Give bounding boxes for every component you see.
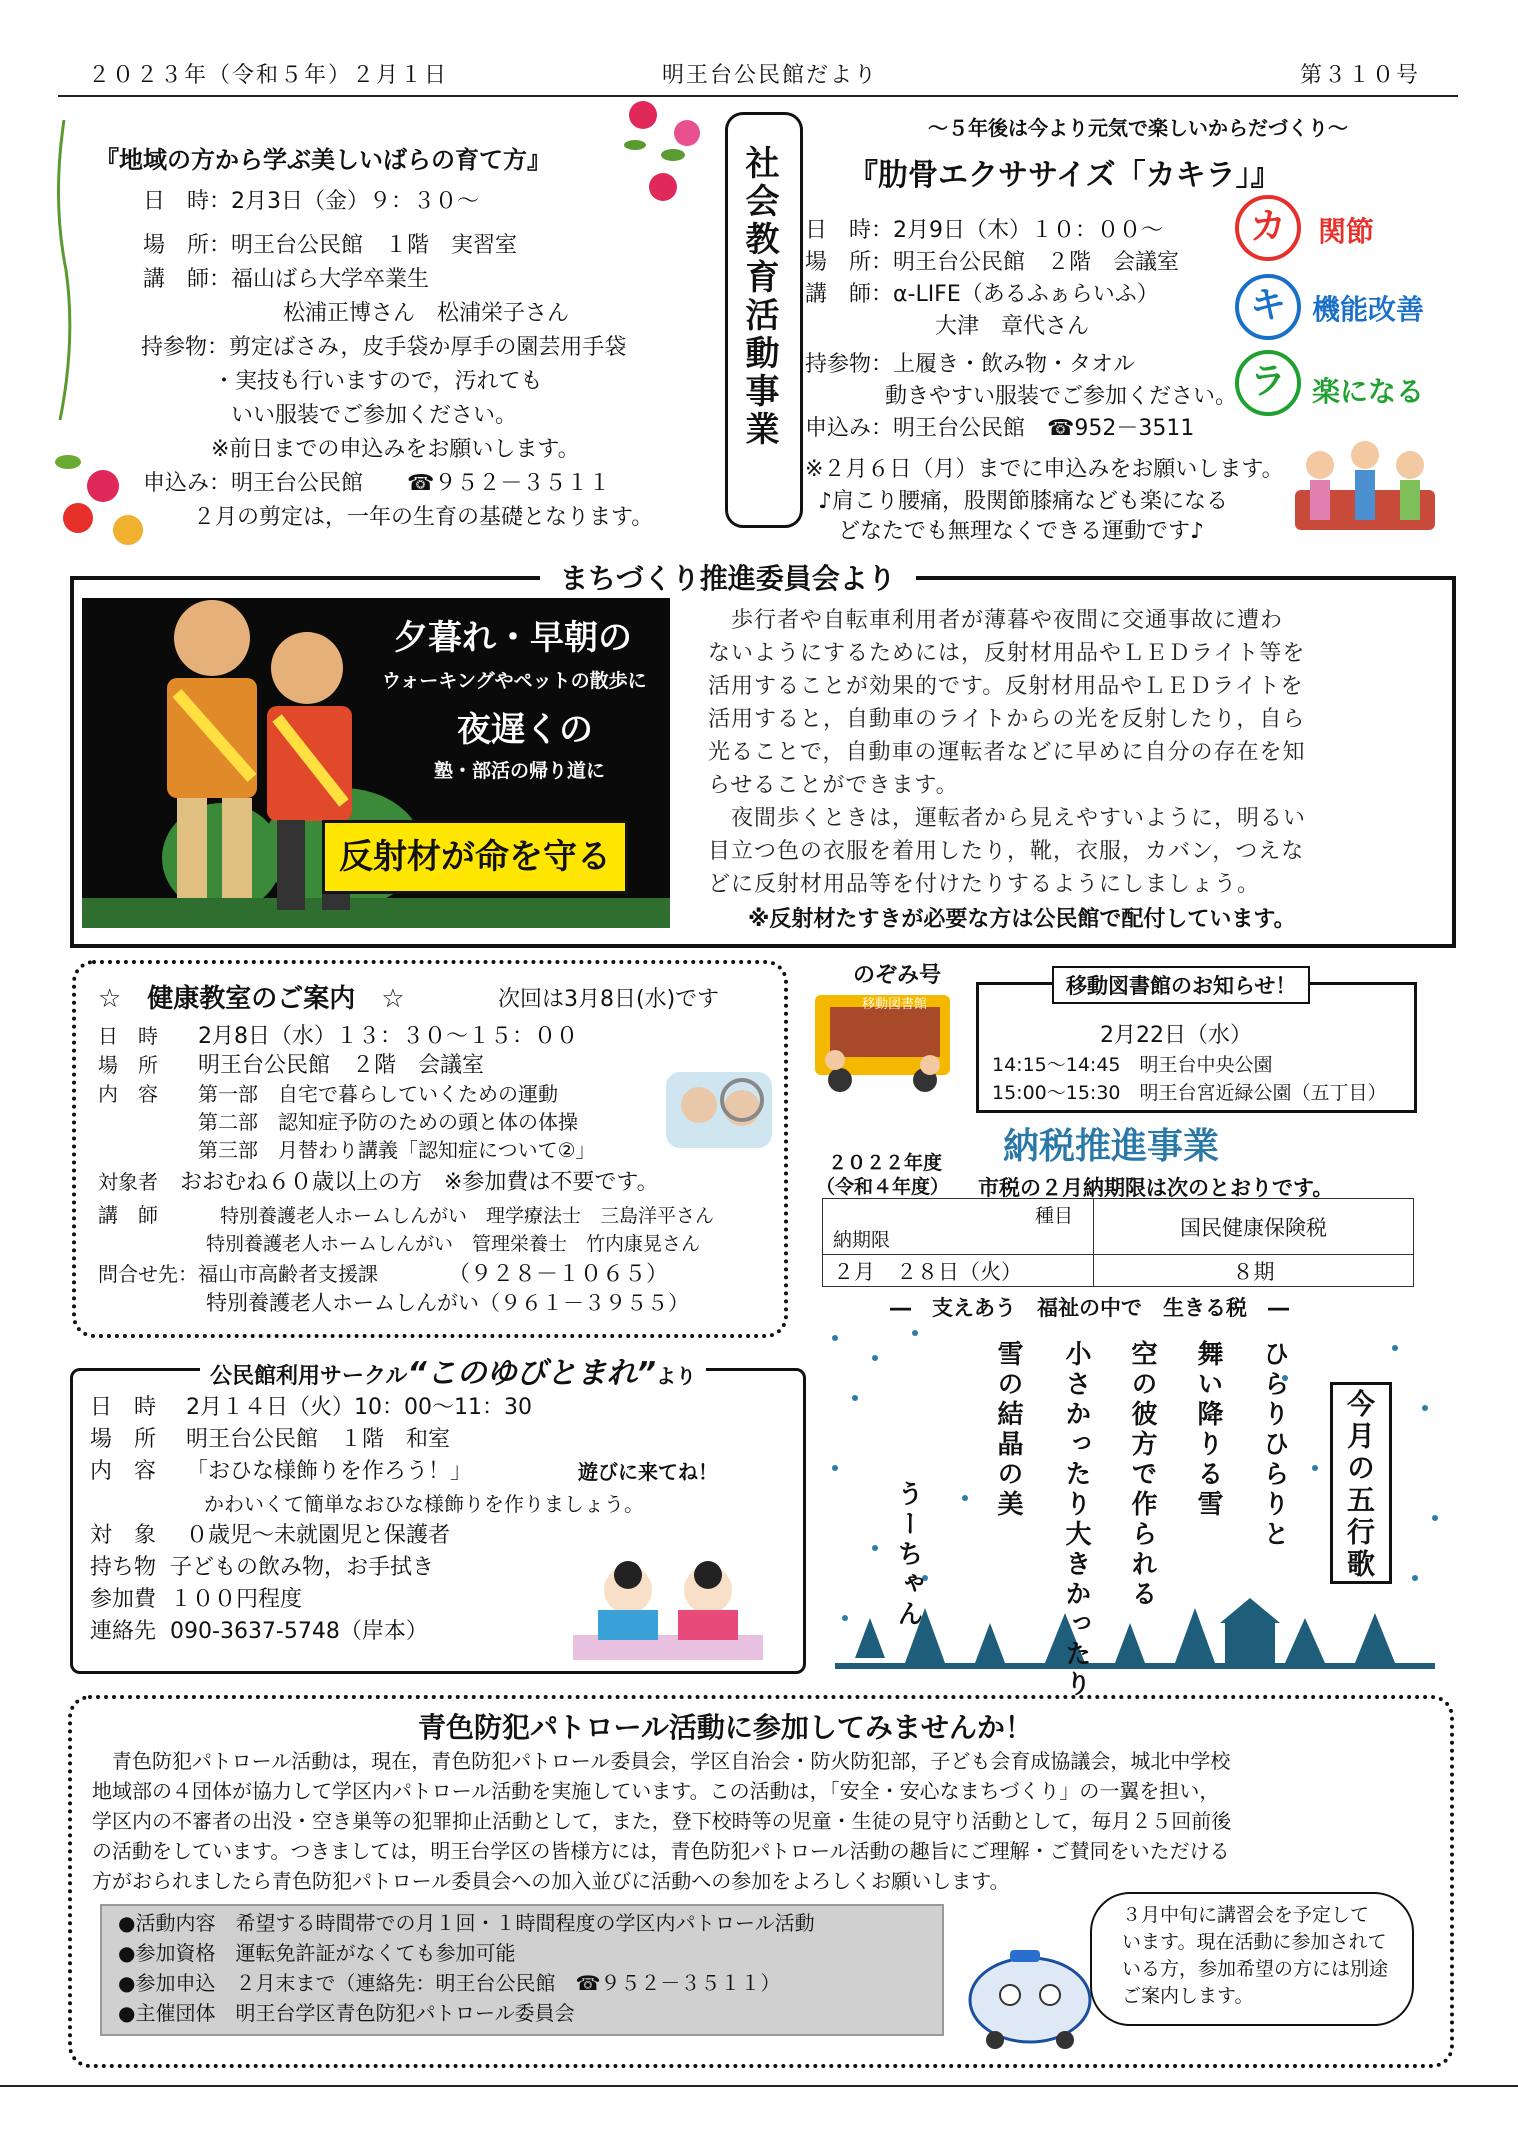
p2-line3: どに反射材用品等を付けたりするようにしましょう。: [708, 872, 1261, 897]
library-stop1: 14:15～14:45 明王台中央公園: [992, 1054, 1273, 1076]
poem-line2: 舞い降りる雪: [1193, 1340, 1223, 1520]
poem-line4: 小さかったり大きかったり: [1061, 1340, 1091, 1700]
exercise-place: 場 所：明王台公民館 ２階 会議室: [805, 250, 1180, 275]
patrol-title: 青色防犯パトロール活動に参加してみませんか！: [418, 1711, 1033, 1744]
health-c1: 第一部 自宅で暮らしていくための運動: [198, 1082, 558, 1106]
health-contact1-tel: （９２８－１０６５）: [448, 1262, 669, 1287]
rose-note1: ・実技も行いますので，汚れても: [213, 369, 543, 394]
rose-place: 場 所：明王台公民館 １階 実習室: [143, 233, 518, 258]
health-l1: 特別養護老人ホームしんがい 理学療法士 三島洋平さん: [220, 1205, 715, 1227]
rose-note2: いい服装でご参加ください。: [231, 403, 518, 428]
machizukuri-text: [708, 604, 1428, 901]
rose-lecturer-names: 松浦正博さん 松浦栄子さん: [283, 301, 570, 326]
health-target-label: 対象者: [98, 1170, 158, 1194]
elderly-couple-icon: [664, 1070, 774, 1150]
exercise-note1: ♪肩こり腰痛，股関節膝痛なども楽になる: [818, 489, 1229, 514]
tax-col-tax: 国民健康保険税: [1094, 1199, 1414, 1255]
tax-heading: 納税推進事業: [1003, 1126, 1220, 1167]
issue-date: ２０２３年（令和５年）２月１日: [88, 63, 449, 88]
rose-title: 『地域の方から学ぶ美しいばらの育て方』: [95, 146, 551, 174]
machizukuri-heading: まちづくり推進委員会より: [540, 557, 916, 597]
tax-row-period: ８期: [1094, 1255, 1414, 1287]
patrol-car-icon: [955, 1940, 1105, 2050]
tax-table: [822, 1198, 1414, 1287]
patrol-body-line3: 学区内の不審者の出没・空き巣等の犯罪抑止活動として，また，登下校時等の児童・生徒の見守り活動として，毎月２５回前後: [92, 1809, 1232, 1833]
tax-slogan: ― 支えあう 福祉の中で 生きる税 ―: [890, 1296, 1289, 1320]
reflector-illustration: [82, 598, 670, 928]
ka-text: 関節: [1318, 215, 1375, 248]
circle-place-label: 場 所: [90, 1427, 157, 1452]
patrol-body-line1: 青色防犯パトロール活動は，現在，青色防犯パトロール委員会，学区自治会・防火防犯部，子ども会育成協議会，城北中学校: [92, 1749, 1231, 1773]
tax-fy: ２０２２年度: [828, 1152, 943, 1174]
circle-post: より: [656, 1364, 696, 1388]
circle-target: ０歳児～未就園児と保護者: [186, 1523, 451, 1548]
tax-desc: 市税の２月納期限は次のとおりです。: [978, 1176, 1334, 1200]
health-lecturer-label: 講 師: [98, 1203, 158, 1227]
patrol-bubble-line4: ご案内します。: [1122, 1985, 1254, 2007]
circle-items: 子どもの飲み物，お手拭き: [170, 1555, 435, 1580]
patrol-bubble-line3: いる方，参加希望の方には別途: [1122, 1958, 1389, 1980]
social-education-label-box: [725, 112, 803, 528]
patrol-bullet-3: ●参加申込 ２月末まで（連絡先：明王台公民館 ☎９５２－３５１１）: [118, 1971, 781, 1995]
patrol-body-line2: 地域部の４団体が協力して学区内パトロール活動を実施しています。この活動は，「安全・安心なまちづくり」の一翼を担い，: [92, 1779, 1220, 1803]
rose-lecturer: 講 師：福山ばら大学卒業生: [143, 267, 430, 292]
illus-line3: 夜遅くの: [457, 710, 593, 750]
tax-row-date: ２月 ２８日（火）: [823, 1255, 1094, 1287]
health-c3: 第三部 月替わり講義「認知症について②」: [198, 1138, 596, 1162]
rose-closing: ２月の剪定は，一年の生育の基礎となります。: [193, 505, 654, 530]
exercise-subtitle: ～５年後は今より元気で楽しいからだづくり～: [928, 116, 1348, 140]
ki-text: 機能改善: [1312, 293, 1425, 326]
poem-author: うーちゃん: [893, 1480, 923, 1630]
ra-text: 楽になる: [1312, 375, 1425, 408]
library-bus-sign: 移動図書館: [862, 997, 928, 1012]
circle-content2: かわいくて簡単なおひな様飾りを作りましょう。: [204, 1492, 644, 1516]
health-target: おおむね６０歳以上の方 ※参加費は不要です。: [180, 1170, 659, 1195]
social-education-label: 社会教育活動事業: [739, 145, 779, 449]
health-contact-label: 問合せ先：福山市高齢者支援課: [98, 1262, 378, 1286]
header-rule: [58, 95, 1458, 97]
rose-apply: 申込み：明王台公民館 ☎９５２－３５１１: [143, 471, 611, 496]
health-details: [98, 1022, 778, 1317]
circle-pre: 公民館利用サークル: [210, 1364, 408, 1389]
circle-date-label: 日 時: [90, 1395, 157, 1420]
exercise-items2: 動きやすい服装でご参加ください。: [885, 384, 1238, 409]
rose-items: 持参物：剪定ばさみ，皮手袋か厚手の園芸用手袋: [141, 335, 627, 360]
health-date-label: 日 時: [98, 1024, 158, 1048]
circle-contact-label: 連絡先: [90, 1619, 157, 1644]
circle-items-label: 持ち物: [90, 1555, 157, 1580]
library-stop2: 15:00～15:30 明王台宮近緑公園（五丁目）: [992, 1082, 1387, 1104]
health-place-label: 場 所: [98, 1053, 158, 1077]
issue-number: 第３１０号: [1300, 63, 1421, 88]
p2-line1: 夜間歩くときは，運転者から見えやすいように，明るい: [708, 806, 1307, 831]
library-date: 2月22日（水）: [1100, 1023, 1252, 1048]
circle-target-label: 対 象: [90, 1523, 157, 1548]
patrol-bubble-text: [1122, 1902, 1412, 2010]
vine-decoration-icon: [48, 120, 80, 420]
circle-date: 2月１４日（火）10：00～11：30: [186, 1395, 532, 1420]
health-place: 明王台公民館 ２階 会議室: [198, 1053, 485, 1078]
exercise-title: 『肋骨エクササイズ「カキラ」』: [848, 158, 1281, 193]
p2-line2: 目立つ色の衣服を着用したり，靴，衣服，カバン，つえな: [708, 839, 1305, 864]
poem-line5: 雪の結晶の美: [993, 1340, 1023, 1520]
p1-line3: 活用することが効果的です。反射材用品やＬＥＤライトを: [708, 674, 1304, 699]
footer-rule: [0, 2085, 1518, 2087]
poem-line3: 空の彼方で作られる: [1127, 1340, 1157, 1610]
circle-heading: [200, 1348, 706, 1392]
exercise-deadline: ※２月６日（月）までに申込みをお願いします。: [805, 457, 1284, 482]
illus-line1: 夕暮れ・早朝の: [394, 618, 632, 658]
circle-name: “このゆびとまれ”: [407, 1356, 656, 1391]
health-l2: 特別養護老人ホームしんがい 管理栄養士 竹内康晃さん: [206, 1233, 701, 1255]
circle-content: 「おひな様飾りを作ろう！」: [186, 1459, 473, 1484]
library-heading: 移動図書館のお知らせ！: [1052, 966, 1310, 1004]
tax-col-type: 種目: [1034, 1205, 1073, 1227]
ki-circle: キ: [1235, 274, 1301, 340]
exercise-date: 日 時：2月9日（木）１０：００～: [805, 218, 1163, 243]
p1-line1: 歩行者や自転車利用者が薄暮や夜間に交通事故に遭わ: [708, 608, 1284, 633]
exercise-items: 持参物：上履き・飲み物・タオル: [805, 352, 1136, 377]
p1-line4: 活用すると，自動車のライトからの光を反射したり，自ら: [708, 707, 1306, 732]
patrol-bullet-1: ●活動内容 希望する時間帯での月１回・１時間程度の学区内パトロール活動: [118, 1911, 815, 1935]
patrol-bubble-line2: います。現在活動に参加されて: [1122, 1931, 1387, 1953]
circle-fee: １００円程度: [170, 1587, 303, 1612]
patrol-bullets: [118, 1908, 938, 2028]
exercise-apply: 申込み：明王台公民館 ☎952－3511: [805, 416, 1195, 441]
p1-line6: らせることができます。: [708, 773, 959, 798]
rose-details: [143, 185, 703, 535]
seniors-exercising-icon: [1285, 420, 1445, 540]
health-content-label: 内 容: [98, 1082, 158, 1106]
library-bus-name: のぞみ号: [853, 963, 942, 988]
exercise-lecturer-name: 大津 章代さん: [935, 314, 1090, 339]
circle-contact: 090-3637-5748（岸本）: [170, 1619, 428, 1644]
patrol-body-line4: の活動をしています。つきましては，明王台学区の皆様方には，青色防犯パトロール活動の趣旨にご理解・ご賛同をいただける: [92, 1839, 1230, 1863]
health-c2: 第二部 認知症予防のための頭と体の体操: [198, 1110, 578, 1134]
newsletter-title: 明王台公民館だより: [662, 63, 879, 88]
circle-content-label: 内 容: [90, 1459, 157, 1484]
p1-line2: ないようにするためには，反射材用品やＬＥＤライト等を: [708, 641, 1306, 666]
circle-fee-label: 参加費: [90, 1587, 157, 1612]
rose-note3: ※前日までの申込みをお願いします。: [211, 437, 580, 462]
patrol-bubble-line1: ３月中旬に講習会を予定して: [1122, 1904, 1370, 1926]
tax-fy2: （令和４年度）: [816, 1176, 950, 1198]
circle-callout: 遊びに来てね！: [578, 1460, 718, 1484]
rose-date: 日 時：2月3日（金）９：３０～: [143, 189, 479, 214]
health-next: 次回は3月8日(水)です: [498, 987, 720, 1012]
poem-title-box: [1330, 1382, 1392, 1584]
patrol-bullet-2: ●参加資格 運転免許証がなくても参加可能: [118, 1941, 516, 1965]
reflector-banner: 反射材が命を守る: [322, 820, 628, 894]
health-contact2: 特別養護老人ホームしんがい（９６１－３９５５）: [206, 1291, 689, 1315]
circle-place: 明王台公民館 １階 和室: [186, 1427, 451, 1452]
illus-line4: 塾・部活の帰り道に: [434, 760, 606, 782]
health-title: ☆ 健康教室のご案内 ☆: [98, 984, 405, 1014]
poem-line1: ひらりひらりと: [1259, 1340, 1289, 1550]
illus-line2: ウォーキングやペットの散歩に: [382, 670, 647, 692]
poem-title: 今月の五行歌: [1343, 1389, 1376, 1581]
tax-col-deadline: 納期限: [833, 1229, 891, 1251]
machizukuri-note: ※反射材たすきが必要な方は公民館で配付しています。: [748, 907, 1296, 932]
hina-dolls-icon: [568, 1545, 768, 1665]
patrol-bullet-4: ●主催団体 明王台学区青色防犯パトロール委員会: [118, 2001, 575, 2025]
ra-circle: ラ: [1235, 350, 1301, 416]
tax-header-cell: [823, 1199, 1094, 1255]
patrol-body-line5: 方がおられましたら青色防犯パトロール委員会への加入並びに活動への参加をよろしくお願いします。: [92, 1869, 1010, 1893]
exercise-note2: どなたでも無理なくできる運動です♪: [838, 519, 1205, 544]
exercise-lecturer: 講 師：α-LIFE（あるふぁらいふ）: [805, 282, 1159, 307]
health-date: 2月8日（水）１３：３０～１５：００: [198, 1024, 578, 1049]
ka-circle: カ: [1235, 195, 1301, 261]
patrol-body: [92, 1746, 1442, 1896]
rose-bouquet-icon: [48, 440, 148, 550]
p1-line5: 光ることで，自動車の運転者などに早めに自分の存在を知: [708, 740, 1306, 765]
